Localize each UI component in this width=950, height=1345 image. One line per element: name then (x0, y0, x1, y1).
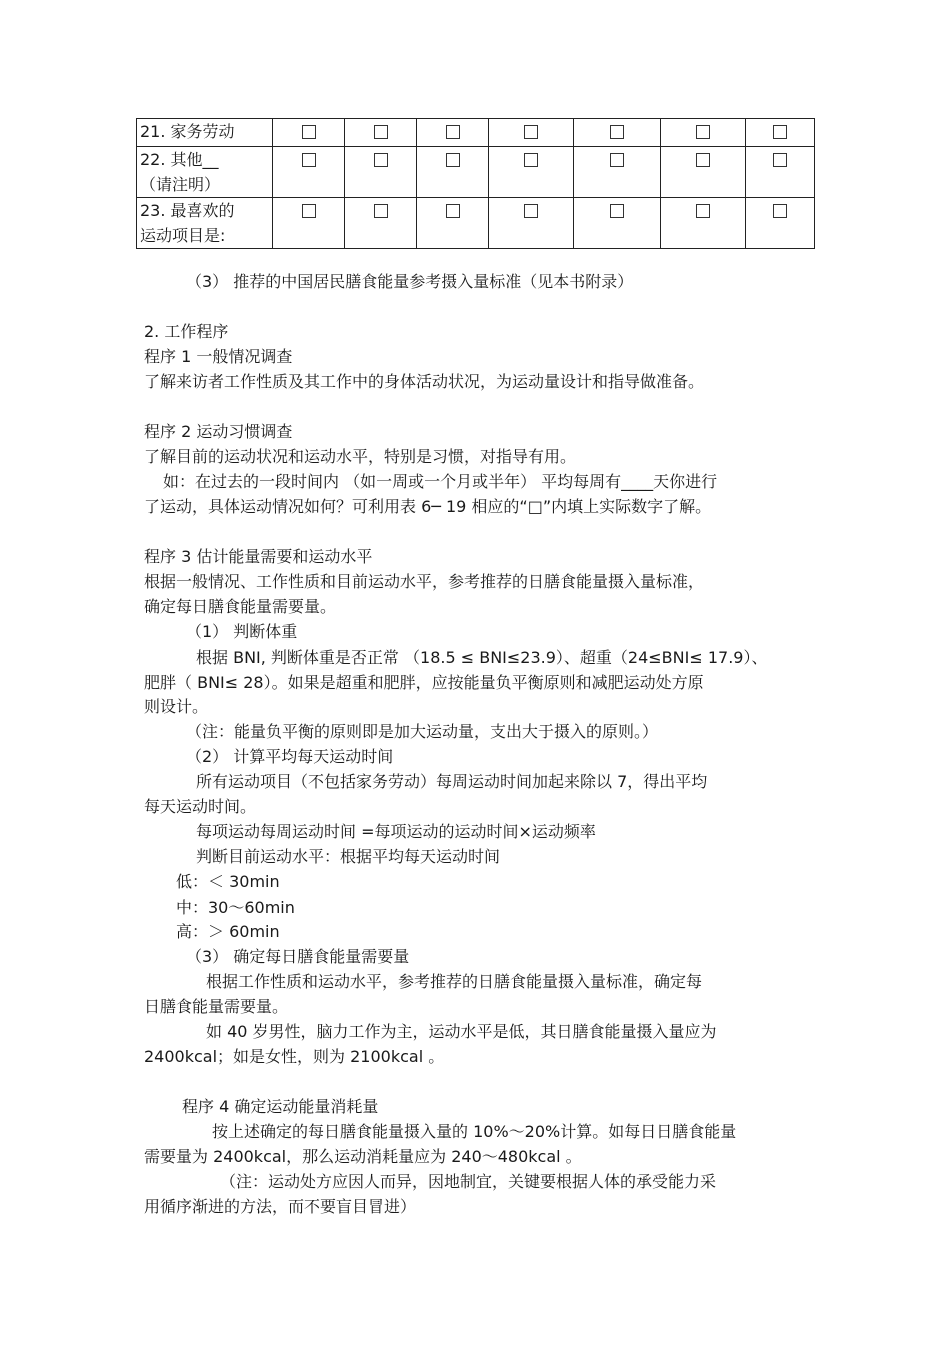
checkbox[interactable] (696, 125, 710, 139)
checkbox[interactable] (524, 204, 538, 218)
paragraph-line: 判断目前运动水平：根据平均每天运动时间 (196, 847, 501, 866)
note-line: 用循序渐进的方法，而不要盲目冒进） (144, 1197, 417, 1216)
paragraph-line: 了运动，具体运动情况如何？可利用表 6─ 19 相应的“□”内填上实际数字了解。 (144, 497, 712, 516)
note-line: （注：运动处方应因人而异，因地制宜，关键要根据人体的承受能力采 (220, 1172, 717, 1191)
paragraph-line: 肥胖（ BNI≤ 28）。如果是超重和肥胖，应按能量负平衡原则和减肥运动处方原 (144, 673, 704, 692)
checkbox[interactable] (524, 153, 538, 167)
level-medium: 中：30～60min (176, 898, 295, 917)
paragraph-line: 如 40 岁男性，脑力工作为主，运动水平是低，其日膳食能量摄入量应为 (206, 1022, 717, 1041)
checkbox[interactable] (302, 125, 316, 139)
checkbox[interactable] (446, 153, 460, 167)
procedure-3-heading: 程序 3 估计能量需要和运动水平 (144, 547, 373, 566)
sub-heading: （1） 判断体重 (186, 622, 298, 641)
level-high: 高：＞ 60min (176, 922, 280, 941)
paragraph-line: 所有运动项目（不包括家务劳动）每周运动时间加起来除以 7，得出平均 (196, 772, 708, 791)
checkbox[interactable] (773, 204, 787, 218)
paragraph-line: 2400kcal；如是女性，则为 2100kcal 。 (144, 1047, 445, 1066)
row-label: 23. 最喜欢的 运动项目是: (137, 198, 273, 249)
paragraph-line: 根据 BNI, 判断体重是否正常 （18.5 ≤ BNI≤23.9）、超重（24≤BNI≤ 17.9）、 (196, 648, 768, 667)
paragraph-line: 确定每日膳食能量需要量。 (144, 597, 337, 616)
paragraph-line: 则设计。 (144, 697, 209, 716)
checkbox[interactable] (374, 153, 388, 167)
paragraph-line: 需要量为 2400kcal，那么运动消耗量应为 240～480kcal 。 (144, 1147, 582, 1166)
paragraph-line: 如：在过去的一段时间内 （如一周或一个月或半年） 平均每周有____天你进行 (163, 472, 718, 491)
checkbox[interactable] (374, 125, 388, 139)
checkbox[interactable] (773, 125, 787, 139)
paragraph-line: 了解目前的运动状况和运动水平，特别是习惯，对指导有用。 (144, 447, 577, 466)
section-heading: 2. 工作程序 (144, 322, 229, 341)
table-row (137, 147, 815, 198)
checkbox[interactable] (610, 125, 624, 139)
checkbox[interactable] (302, 204, 316, 218)
checkbox[interactable] (446, 204, 460, 218)
exercise-survey-table (136, 118, 815, 249)
paragraph-line: 每天运动时间。 (144, 797, 257, 816)
procedure-1-heading: 程序 1 一般情况调查 (144, 347, 293, 366)
paragraph-line: 日膳食能量需要量。 (144, 997, 289, 1016)
checkbox[interactable] (773, 153, 787, 167)
row-label: 22. 其他__ （请注明） (137, 147, 273, 198)
paragraph-line: 了解来访者工作性质及其工作中的身体活动状况，为运动量设计和指导做准备。 (144, 372, 705, 391)
level-low: 低：＜ 30min (176, 872, 280, 891)
procedure-4-heading: 程序 4 确定运动能量消耗量 (182, 1097, 379, 1116)
procedure-2-heading: 程序 2 运动习惯调查 (144, 422, 293, 441)
checkbox[interactable] (302, 153, 316, 167)
checkbox[interactable] (610, 204, 624, 218)
checkbox[interactable] (696, 153, 710, 167)
checkbox[interactable] (374, 204, 388, 218)
table-row (137, 198, 815, 249)
paragraph-line: 根据一般情况、工作性质和目前运动水平，参考推荐的日膳食能量摄入量标准， (144, 572, 705, 591)
checkbox[interactable] (696, 204, 710, 218)
formula-line: 每项运动每周运动时间 =每项运动的运动时间×运动频率 (196, 822, 596, 841)
paragraph-line: 根据工作性质和运动水平，参考推荐的日膳食能量摄入量标准，确定每 (206, 972, 703, 991)
recommended-standard-note: （3） 推荐的中国居民膳食能量参考摄入量标准（见本书附录） (186, 272, 634, 291)
checkbox[interactable] (446, 125, 460, 139)
checkbox[interactable] (524, 125, 538, 139)
row-label: 21. 家务劳动 (137, 119, 273, 147)
note-line: （注：能量负平衡的原则即是加大运动量，支出大于摄入的原则。） (186, 722, 659, 741)
sub-heading: （2） 计算平均每天运动时间 (186, 747, 394, 766)
checkbox[interactable] (610, 153, 624, 167)
table-row (137, 119, 815, 147)
paragraph-line: 按上述确定的每日膳食能量摄入量的 10%～20%计算。如每日日膳食能量 (212, 1122, 737, 1141)
sub-heading: （3） 确定每日膳食能量需要量 (186, 947, 410, 966)
